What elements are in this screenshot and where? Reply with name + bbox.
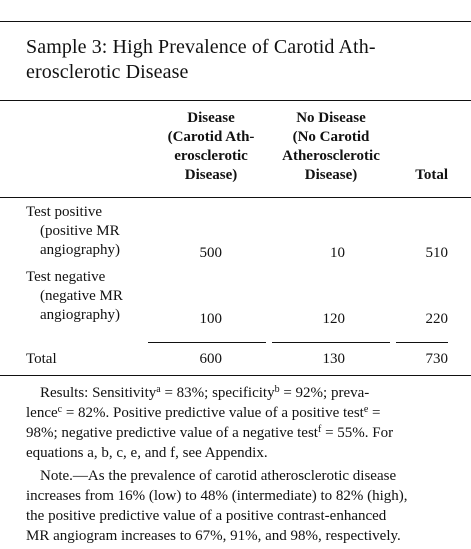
row-label-line: Test negative [26, 269, 106, 285]
cell-negative-disease: 100 [199, 311, 222, 327]
header-line: Disease [187, 110, 235, 126]
results-line [26, 403, 448, 423]
footnote-marker: c [57, 404, 63, 415]
cell-positive-disease: 500 [199, 245, 222, 261]
header-line: Total [415, 167, 448, 183]
results-line [26, 383, 448, 403]
cell-negative-total: 220 [425, 311, 448, 327]
header-line: erosclerotic [174, 148, 248, 164]
note-paragraph [26, 466, 448, 546]
results-text: = 92%; preva- [279, 385, 370, 401]
cell-positive-total: 510 [425, 245, 448, 261]
note-line: MR angiogram increases to 67%, 91%, and 98%, respectively. [26, 528, 401, 544]
note-line [26, 466, 448, 486]
header-line: (Carotid Ath- [167, 129, 255, 145]
table-title [26, 35, 451, 85]
header-line: Disease) [184, 167, 238, 183]
cell-positive-no-disease: 10 [330, 245, 345, 261]
row-label-line: Test positive [26, 204, 103, 220]
row-label-test-positive [26, 203, 120, 260]
results-footnote [26, 383, 448, 463]
note-text: Note.—As the prevalence of carotid atherosclerotic disease [40, 468, 397, 484]
header-line: Disease) [304, 167, 358, 183]
title-rule [0, 100, 471, 101]
results-text: = 83%; specificity [160, 385, 275, 401]
results-line [26, 423, 448, 443]
total-sum-underline [396, 342, 448, 343]
column-header-disease [140, 109, 282, 185]
row-label-total: Total [26, 351, 57, 367]
disease-sum-underline [148, 342, 266, 343]
column-header-no-disease [270, 109, 392, 185]
row-label-line: (positive MR [40, 223, 120, 239]
row-label-line: (negative MR [40, 288, 123, 304]
results-text: = 55%. For [321, 425, 394, 441]
header-bottom-rule [0, 197, 471, 198]
footnote-marker: b [274, 384, 280, 395]
results-line: equations a, b, c, e, and f, see Appendix. [26, 445, 268, 461]
table-title-line: Sample 3: High Prevalence of Carotid Ath- [26, 36, 376, 58]
table-bottom-rule [0, 375, 471, 376]
cell-total-no-disease: 130 [322, 351, 345, 367]
cell-total-disease: 600 [199, 351, 222, 367]
row-label-test-negative [26, 268, 123, 325]
cell-negative-no-disease: 120 [322, 311, 345, 327]
column-header-total [396, 166, 448, 185]
note-line: increases from 16% (low) to 48% (intermediate) to 82% (high), [26, 488, 408, 504]
note-line: the positive predictive value of a positive contrast-enhanced [26, 508, 387, 524]
top-rule [0, 21, 471, 22]
footnote-marker: a [156, 384, 161, 395]
row-label-line: angiography) [40, 242, 120, 258]
header-line: Atherosclerotic [282, 148, 380, 164]
header-line: (No Carotid [292, 129, 370, 145]
footnote-marker: f [317, 424, 322, 435]
table-title-line: erosclerotic Disease [26, 61, 189, 83]
header-line: No Disease [296, 110, 366, 126]
results-text: = [368, 405, 381, 421]
cell-total-total: 730 [425, 351, 448, 367]
footnote-marker: e [363, 404, 369, 415]
no-disease-sum-underline [272, 342, 390, 343]
results-text: = 82%. Positive predictive value of a positive test [62, 405, 364, 421]
row-label-line: angiography) [40, 307, 120, 323]
results-text: lence [26, 405, 58, 421]
results-text: 98%; negative predictive value of a negative test [26, 425, 318, 441]
results-text: Results: Sensitivity [40, 385, 157, 401]
